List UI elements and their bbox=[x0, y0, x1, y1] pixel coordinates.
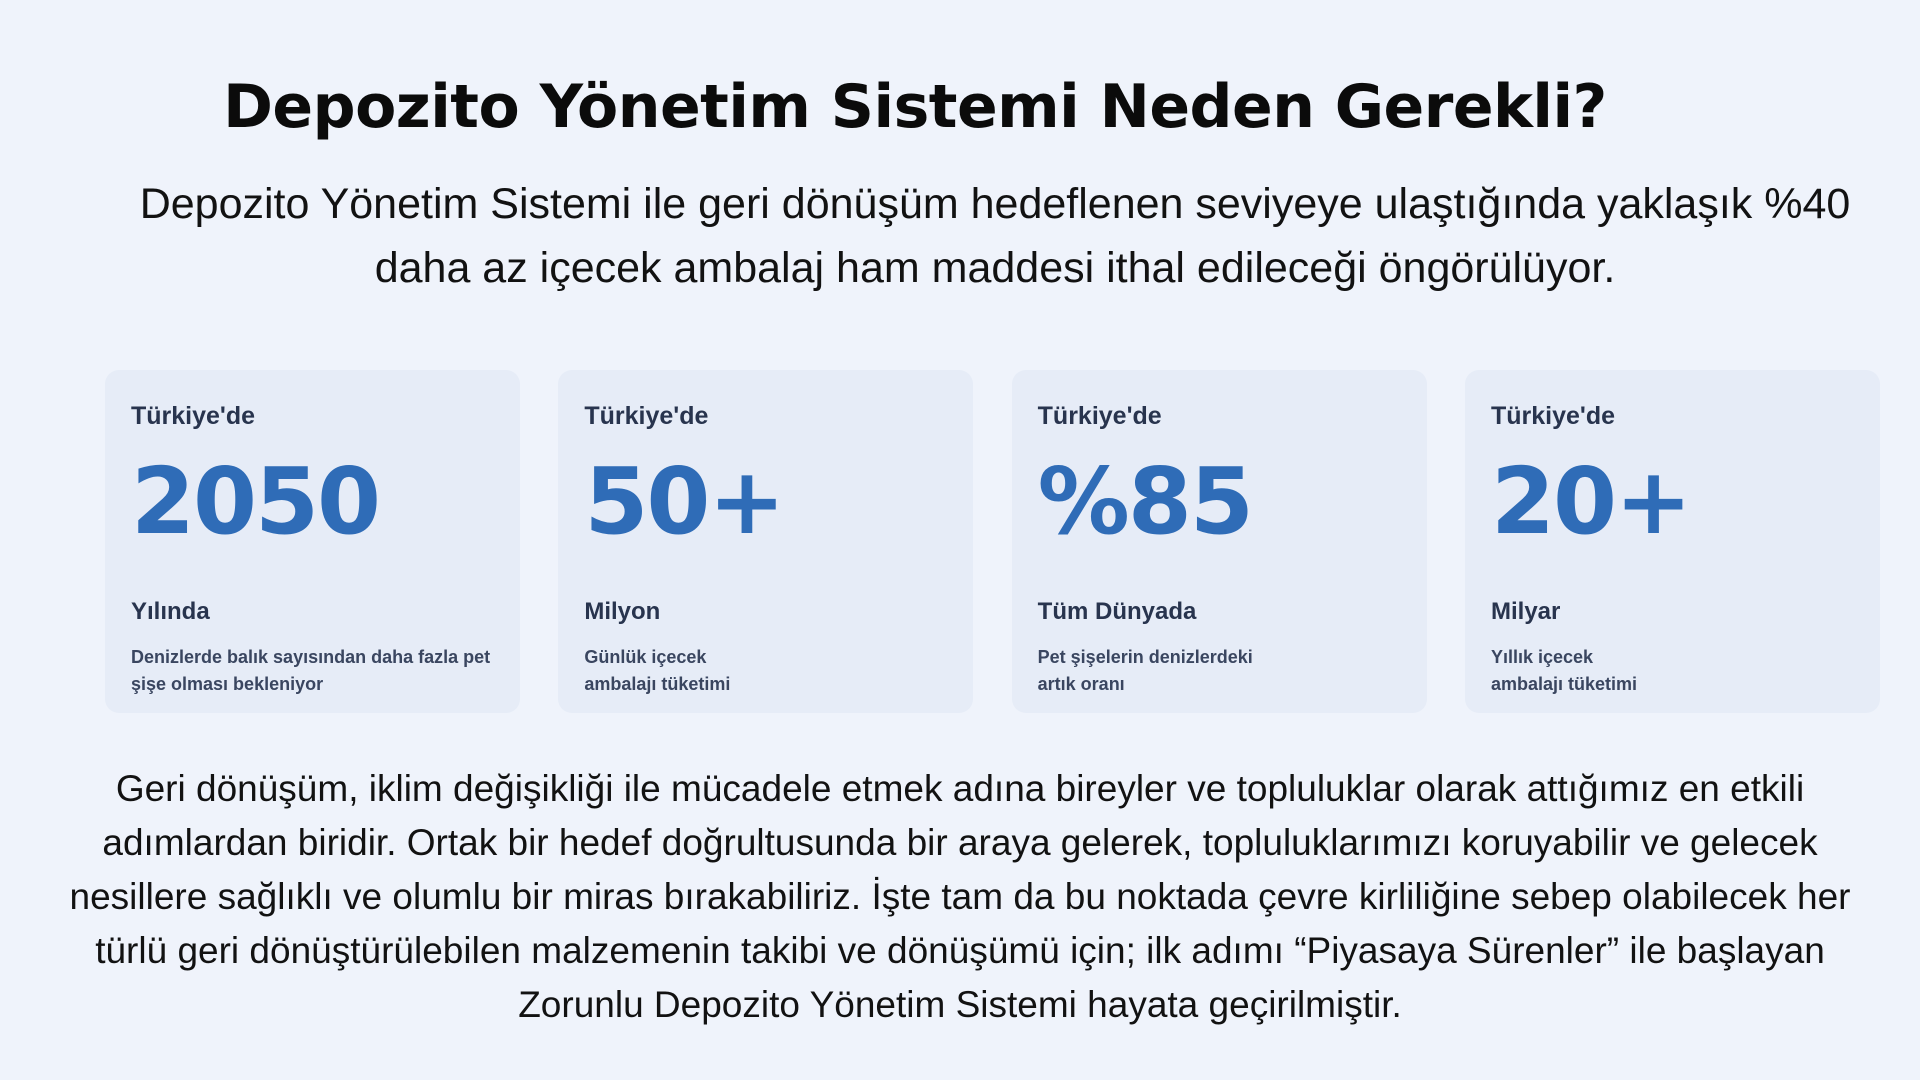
intro-paragraph: Depozito Yönetim Sistemi ile geri dönüşüm hedeflenen seviyeye ulaştığında yaklaşık %40 daha az içecek ambalaj ham maddesi ithal edileceği öngörülüyor. bbox=[139, 180, 1851, 292]
stat-label: Türkiye'de bbox=[131, 402, 256, 430]
stat-card-2050 bbox=[105, 370, 520, 713]
body-paragraph: Geri dönüşüm, iklim değişikliği ile mücadele etmek adına bireyler ve topluluklar olarak attığımız en etkili adımlardan biridir. Ortak bir hedef doğrultusunda bir araya gelerek, topluluklarımızı koruyabilir ve gelecek nesillere sağlıklı ve olumlu bir miras bırakabiliriz. İşte tam da bu noktada çevre kirliliğine sebep olabilecek her türlü geri dönüştürülebilen malzemenin takibi ve dönüşümü için; ilk adımı “Piyasaya Sürenler” ile başlayan Zorunlu Depozito Yönetim Sistemi hayata geçirilmiştir. bbox=[69, 768, 1851, 1025]
stat-card-20-billion bbox=[1465, 370, 1880, 713]
stat-label: Türkiye'de bbox=[584, 402, 709, 430]
stat-description: Günlük içecek ambalajı tüketimi bbox=[584, 647, 731, 694]
stat-value: 50+ bbox=[584, 448, 784, 555]
stat-value: 20+ bbox=[1490, 448, 1691, 555]
stat-label: Türkiye'de bbox=[1490, 402, 1616, 430]
stat-value: 2050 bbox=[131, 448, 380, 555]
stat-unit: Milyar bbox=[1490, 598, 1561, 625]
stats-row bbox=[105, 370, 1880, 713]
page-title: Depozito Yönetim Sistemi Neden Gerekli? bbox=[223, 72, 1607, 142]
stat-description: Yıllık içecek ambalajı tüketimi bbox=[1490, 647, 1638, 694]
stat-unit: Yılında bbox=[131, 598, 210, 625]
stat-unit: Tüm Dünyada bbox=[1037, 598, 1197, 625]
stat-description: Denizlerde balık sayısından daha fazla pet şişe olması bekleniyor bbox=[131, 647, 491, 694]
stat-label: Türkiye'de bbox=[1037, 402, 1162, 430]
stat-card-50-million bbox=[558, 370, 973, 713]
stat-card-85-percent bbox=[1012, 370, 1427, 713]
stat-description: Pet şişelerin denizlerdeki artık oranı bbox=[1037, 647, 1253, 694]
stat-unit: Milyon bbox=[584, 598, 661, 625]
stat-value: %85 bbox=[1037, 448, 1252, 555]
